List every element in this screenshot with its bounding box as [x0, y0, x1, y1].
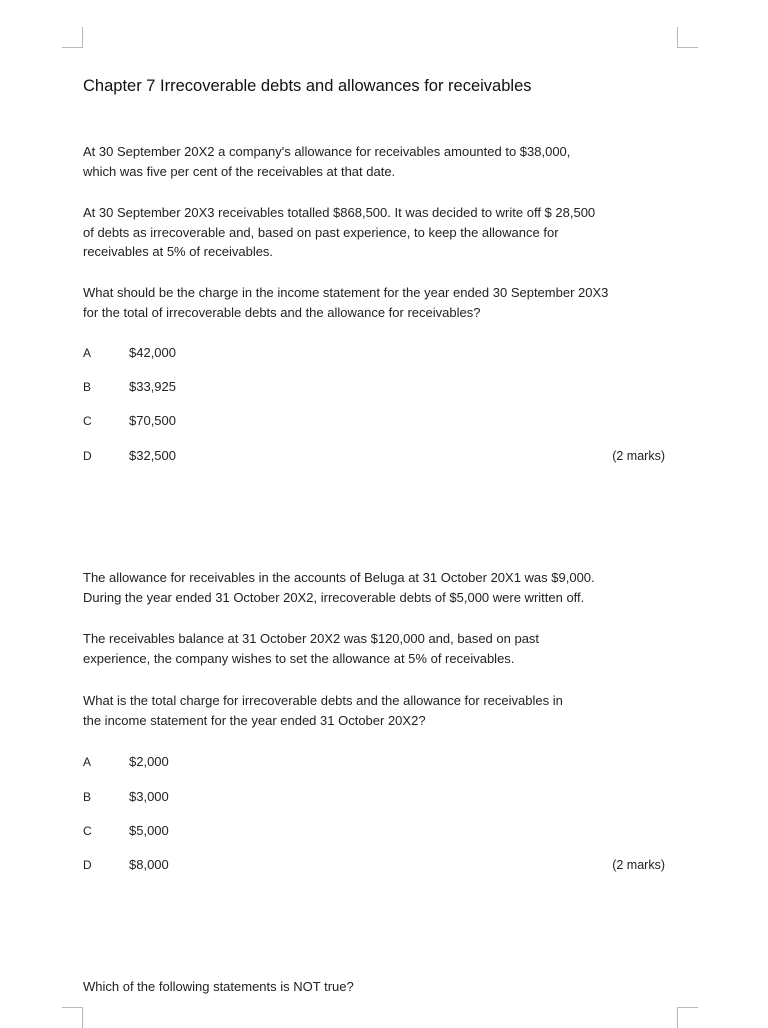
q1-option-c: [83, 412, 668, 430]
q2-p2-line-1: The receivables balance at 31 October 20X2 was $120,000 and, based on past: [83, 631, 540, 646]
crop-mark-bottom-left: [62, 1007, 83, 1028]
option-letter: A: [83, 346, 92, 360]
option-value: $2,000: [129, 754, 169, 769]
q2-option-b: [83, 788, 668, 806]
crop-mark-top-left: [62, 27, 83, 48]
option-letter: D: [83, 858, 92, 872]
crop-mark-bottom-right: [677, 1007, 698, 1028]
option-value: $70,500: [129, 413, 176, 428]
option-value: $3,000: [129, 789, 169, 804]
q1-marks: (2 marks): [612, 449, 665, 463]
option-letter: B: [83, 790, 92, 804]
q1-question-stem: [83, 283, 673, 322]
option-value: $33,925: [129, 379, 176, 394]
chapter-title: Chapter 7 Irrecoverable debts and allowances for receivables: [83, 77, 532, 95]
q2-p1-line-1: The allowance for receivables in the accounts of Beluga at 31 October 20X1 was $9,000.: [83, 570, 595, 585]
q1-p2-line-1: At 30 September 20X3 receivables totalled $868,500. It was decided to write off $ 28,500: [83, 205, 596, 220]
option-value: $5,000: [129, 823, 169, 838]
option-letter: C: [83, 414, 92, 428]
option-letter: A: [83, 755, 92, 769]
q2-p3-line-1: What is the total charge for irrecoverable debts and the allowance for receivables in: [83, 693, 563, 708]
q2-paragraph-1: [83, 568, 673, 607]
option-value: $42,000: [129, 345, 176, 360]
q2-option-c: [83, 822, 668, 840]
q2-paragraph-2: [83, 629, 673, 668]
q1-p1-line-2: which was five per cent of the receivables at that date.: [83, 163, 396, 179]
q1-paragraph-2: [83, 203, 673, 262]
q2-option-a: [83, 753, 668, 771]
q3-question-stem: [83, 977, 673, 997]
q1-option-b: [83, 378, 668, 396]
q1-p3-line-1: What should be the charge in the income statement for the year ended 30 September 20X3: [83, 285, 609, 300]
q1-paragraph-1: [83, 142, 673, 181]
q1-p2-line-2: of debts as irrecoverable and, based on past experience, to keep the allowance for: [83, 224, 559, 240]
q2-marks: (2 marks): [612, 858, 665, 872]
option-letter: D: [83, 449, 92, 463]
q1-option-a: [83, 344, 668, 362]
q2-p2-line-2: experience, the company wishes to set the allowance at 5% of receivables.: [83, 650, 515, 666]
crop-mark-top-right: [677, 27, 698, 48]
option-value: $32,500: [129, 448, 176, 463]
q1-p1-line-1: At 30 September 20X2 a company's allowance for receivables amounted to $38,000,: [83, 144, 571, 159]
q2-option-d: [83, 856, 668, 874]
q1-p3-line-2: for the total of irrecoverable debts and the allowance for receivables?: [83, 304, 481, 320]
option-letter: C: [83, 824, 92, 838]
q3-stem-line: Which of the following statements is NOT true?: [83, 979, 354, 994]
q2-question-stem: [83, 691, 673, 730]
option-value: $8,000: [129, 857, 169, 872]
q2-p1-line-2: During the year ended 31 October 20X2, irrecoverable debts of $5,000 were written off.: [83, 589, 585, 605]
q2-p3-line-2: the income statement for the year ended 31 October 20X2?: [83, 712, 426, 728]
q1-option-d: [83, 447, 668, 465]
option-letter: B: [83, 380, 92, 394]
q1-p2-line-3: receivables at 5% of receivables.: [83, 244, 274, 259]
